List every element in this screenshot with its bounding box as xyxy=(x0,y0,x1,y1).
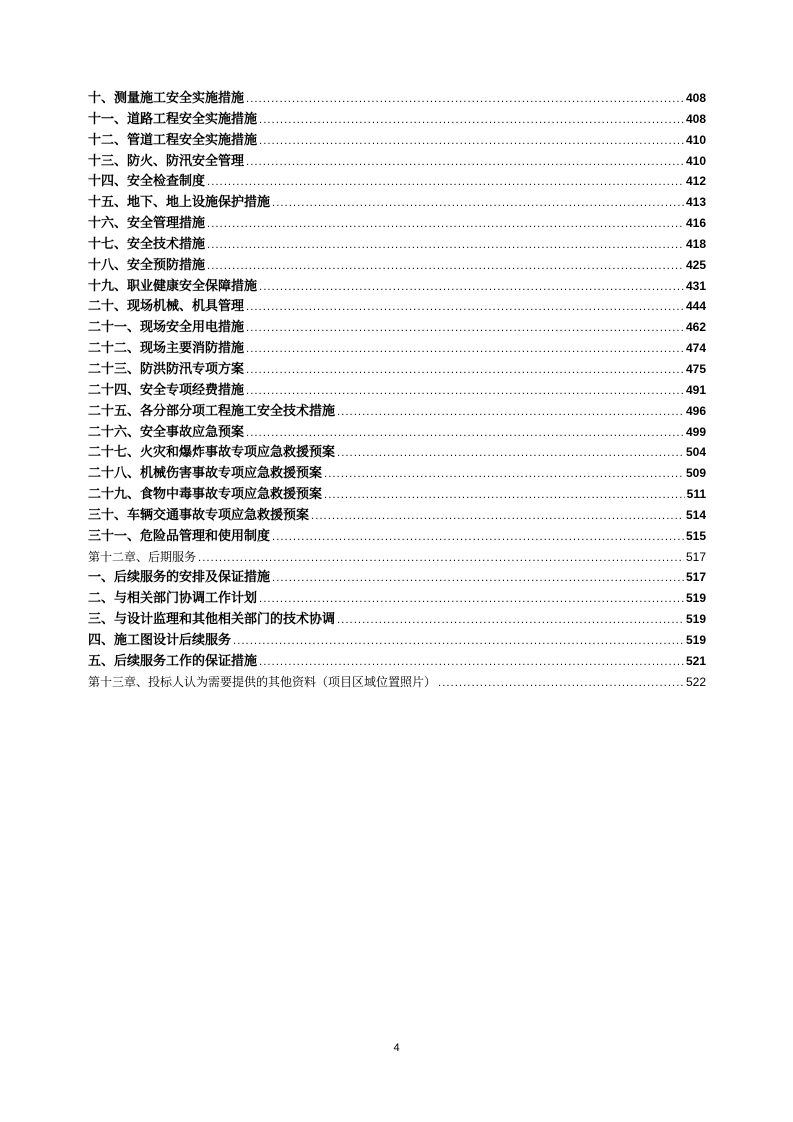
toc-dot-leader xyxy=(272,569,684,590)
toc-entry-page-number: 408 xyxy=(685,91,706,105)
toc-entry[interactable] xyxy=(88,255,706,276)
toc-dot-leader xyxy=(246,340,684,361)
toc-entry-page-number: 509 xyxy=(685,466,706,481)
toc-entry-page-number: 462 xyxy=(685,320,706,335)
toc-dot-leader xyxy=(233,632,684,653)
toc-entry-title: 第十三章、投标人认为需要提供的其他资料（项目区域位置照片） xyxy=(88,674,437,689)
toc-entry[interactable] xyxy=(88,526,706,547)
toc-entry-title: 二十六、安全事故应急预案 xyxy=(88,424,245,440)
toc-dot-leader xyxy=(207,173,684,194)
toc-entry-page-number: 514 xyxy=(685,507,706,522)
toc-entry-title: 二、与相关部门协调工作计划 xyxy=(88,591,258,607)
toc-entry-title: 三十、车辆交通事故专项应急救援预案 xyxy=(88,507,310,523)
toc-entry-page-number: 408 xyxy=(685,111,706,126)
toc-entry-title: 十八、安全预防措施 xyxy=(88,257,206,273)
toc-dot-leader xyxy=(207,257,684,278)
toc-dot-leader xyxy=(207,236,684,257)
toc-dot-leader xyxy=(324,486,685,507)
toc-entry[interactable] xyxy=(88,151,706,172)
toc-dot-leader xyxy=(324,465,684,486)
toc-entry-title: 二十一、现场安全用电措施 xyxy=(88,320,245,336)
toc-entry[interactable] xyxy=(88,359,706,380)
toc-entry-title: 第十二章、后期服务 xyxy=(88,549,197,564)
toc-entry-title: 十、测量施工安全实施措施 xyxy=(88,91,245,106)
toc-dot-leader xyxy=(259,590,684,611)
toc-entry[interactable] xyxy=(88,130,706,151)
toc-entry-page-number: 410 xyxy=(685,132,706,147)
toc-entry[interactable] xyxy=(88,109,706,130)
toc-entry-page-number: 499 xyxy=(685,424,706,439)
toc-dot-leader xyxy=(337,403,684,424)
toc-entry-page-number: 515 xyxy=(685,528,706,543)
toc-entry-title: 十五、地下、地上设施保护措施 xyxy=(88,195,271,211)
toc-entry[interactable] xyxy=(88,567,706,588)
toc-entry[interactable] xyxy=(88,317,706,338)
toc-dot-leader xyxy=(246,153,684,174)
toc-dot-leader xyxy=(246,298,684,319)
toc-dot-leader xyxy=(311,507,684,528)
toc-entry-title: 一、后续服务的安排及保证措施 xyxy=(88,570,271,586)
toc-entry-page-number: 425 xyxy=(685,257,706,272)
toc-entry-title: 十一、道路工程安全实施措施 xyxy=(88,111,258,127)
toc-entry[interactable] xyxy=(88,442,706,463)
toc-entry-title: 十四、安全检查制度 xyxy=(88,174,206,190)
toc-entry-page-number: 475 xyxy=(685,361,706,376)
toc-entry[interactable] xyxy=(88,296,706,317)
toc-entry-title: 二十九、食物中毒事故专项应急救援预案 xyxy=(88,487,323,503)
toc-entry-page-number: 504 xyxy=(685,445,706,460)
toc-dot-leader xyxy=(259,653,684,674)
toc-entry-title: 二十三、防洪防汛专项方案 xyxy=(88,361,245,377)
toc-entry-title: 五、后续服务工作的保证措施 xyxy=(88,653,258,669)
toc-entry-page-number: 519 xyxy=(685,632,706,647)
toc-entry-page-number: 491 xyxy=(685,382,706,397)
toc-entry-page-number: 517 xyxy=(685,549,706,564)
toc-entry-page-number: 410 xyxy=(685,153,706,168)
toc-dot-leader xyxy=(246,382,684,403)
toc-dot-leader xyxy=(337,611,684,632)
toc-entry-page-number: 517 xyxy=(685,570,706,585)
toc-entry-page-number: 431 xyxy=(685,278,706,293)
page-number: 4 xyxy=(393,1042,400,1054)
toc-entry[interactable] xyxy=(88,463,706,484)
toc-dot-leader xyxy=(272,194,684,215)
toc-entry-title: 十七、安全技术措施 xyxy=(88,236,206,252)
toc-dot-leader xyxy=(259,132,684,153)
toc-entry-title: 二十五、各分部分项工程施工安全技术措施 xyxy=(88,403,336,419)
toc-entry-page-number: 519 xyxy=(685,612,706,627)
toc-entry[interactable] xyxy=(88,401,706,422)
toc-dot-leader xyxy=(337,444,684,465)
toc-entry[interactable] xyxy=(88,88,706,109)
toc-dot-leader xyxy=(246,319,684,340)
toc-entry-page-number: 521 xyxy=(685,653,706,668)
toc-entry[interactable] xyxy=(88,380,706,401)
toc-entry-title: 二十、现场机械、机具管理 xyxy=(88,299,245,315)
toc-entry[interactable] xyxy=(88,171,706,192)
toc-entry-title: 十六、安全管理措施 xyxy=(88,216,206,232)
toc-entry[interactable] xyxy=(88,651,706,672)
toc-entry-title: 四、施工图设计后续服务 xyxy=(88,632,232,648)
toc-entry-title: 十二、管道工程安全实施措施 xyxy=(88,132,258,148)
toc-dot-leader xyxy=(246,424,684,445)
toc-entry-page-number: 519 xyxy=(685,591,706,606)
toc-entry-title: 十三、防火、防汛安全管理 xyxy=(88,153,245,169)
toc-dot-leader xyxy=(272,528,684,549)
toc-entry-page-number: 416 xyxy=(685,216,706,231)
toc-entry[interactable] xyxy=(88,609,706,630)
toc-entry[interactable] xyxy=(88,630,706,651)
toc-entry[interactable] xyxy=(88,234,706,255)
toc-entry-title: 三、与设计监理和其他相关部门的技术协调 xyxy=(88,612,336,628)
toc-dot-leader xyxy=(246,361,684,382)
toc-dot-leader xyxy=(207,215,684,236)
toc-entry-title: 二十二、现场主要消防措施 xyxy=(88,341,245,357)
toc-entry[interactable] xyxy=(88,276,706,297)
toc-entry[interactable] xyxy=(88,192,706,213)
toc-entry-page-number: 444 xyxy=(685,299,706,314)
toc-entry[interactable] xyxy=(88,213,706,234)
toc-dot-leader xyxy=(259,278,684,299)
toc-entry-title: 二十八、机械伤害事故专项应急救援预案 xyxy=(88,466,323,482)
toc-entry[interactable] xyxy=(88,547,706,568)
toc-entry-page-number: 511 xyxy=(686,487,706,502)
toc-entry-title: 二十四、安全专项经费措施 xyxy=(88,382,245,398)
toc-entry[interactable] xyxy=(88,338,706,359)
toc-entry[interactable] xyxy=(88,588,706,609)
toc-entry[interactable] xyxy=(88,422,706,443)
toc-entry[interactable] xyxy=(88,672,706,693)
toc-entry-page-number: 474 xyxy=(685,341,706,356)
toc-entry[interactable] xyxy=(88,484,706,505)
toc-dot-leader xyxy=(438,674,684,695)
toc-dot-leader xyxy=(198,549,684,570)
table-of-contents xyxy=(88,88,706,692)
toc-entry-page-number: 412 xyxy=(685,174,706,189)
toc-entry-page-number: 418 xyxy=(685,236,706,251)
toc-dot-leader xyxy=(259,111,684,132)
toc-entry-page-number: 496 xyxy=(685,403,706,418)
toc-entry-title: 三十一、危险品管理和使用制度 xyxy=(88,528,271,544)
toc-dot-leader xyxy=(246,90,684,111)
toc-entry-page-number: 413 xyxy=(685,195,706,210)
toc-entry[interactable] xyxy=(88,505,706,526)
toc-entry-title: 二十七、火灾和爆炸事故专项应急救援预案 xyxy=(88,445,336,461)
toc-entry-title: 十九、职业健康安全保障措施 xyxy=(88,278,258,294)
toc-entry-page-number: 522 xyxy=(685,674,706,689)
